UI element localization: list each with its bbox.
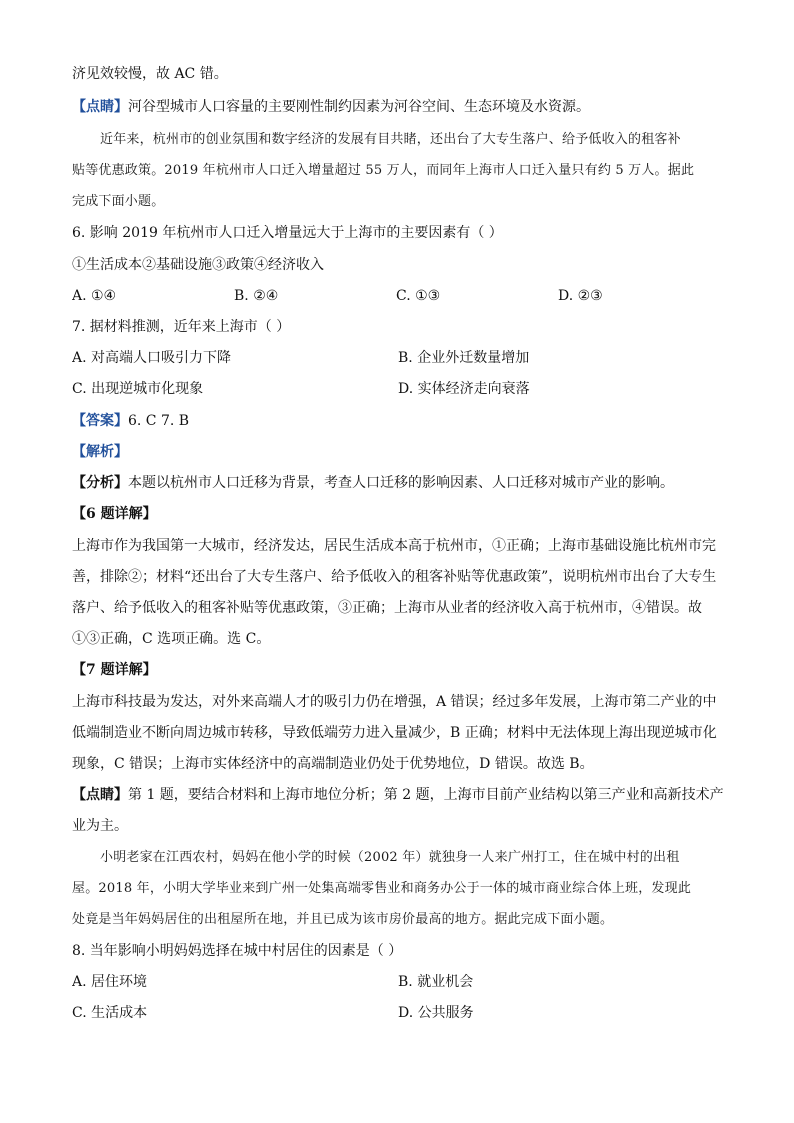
remark-2-line	[72, 785, 732, 805]
passage-1-line: 近年来，杭州市的创业氛围和数字经济的发展有目共睹，还出台了大专生落户、给予低收入的租客补	[100, 132, 681, 147]
question-8-options-row-1	[72, 972, 732, 992]
passage-1-line: 贴等优惠政策。2019 年杭州市人口迁入增量超过 55 万人，而同年上海市人口迁入量只有约 5 万人。据此	[72, 163, 695, 178]
detail-7-line: 低端制造业不断向周边城市转移，导致低端劳力进入量减少，B 正确；材料中无法体现上海出现逆城市化	[72, 725, 717, 741]
analysis-tag: 【解析】	[72, 444, 128, 460]
detail-6-line: 落户、给予低收入的租客补贴等优惠政策，③正确；上海市从业者的经济收入高于杭州市，④错误。故	[72, 600, 702, 616]
analysis-text: 本题以杭州市人口迁移为背景，考查人口迁移的影响因素、人口迁移对城市产业的影响。	[128, 475, 674, 491]
passage-2-line: 小明老家在江西农村，妈妈在他小学的时候（2002 年）就独身一人来广州打工，住在城中村的出租	[100, 850, 680, 865]
option-b: B. 就业机会	[398, 974, 474, 990]
option-b: B. ②④	[234, 288, 279, 304]
analysis-subtag: 【分析】	[72, 475, 128, 491]
previous-answer-tail: 济见效较慢，故 AC 错。	[72, 66, 228, 82]
option-b: B. 企业外迁数量增加	[398, 350, 530, 366]
remark-2-tag: 【点睛】	[72, 787, 128, 803]
detail-6-tag: 【6 题详解】	[72, 506, 157, 522]
detail-6-line: ①③正确，C 选项正确。选 C。	[72, 631, 271, 647]
question-8-options-row-2	[72, 1003, 732, 1023]
question-7-options-row-2	[72, 379, 732, 399]
question-7-options-row-1	[72, 348, 732, 368]
option-c: C. 生活成本	[72, 1005, 148, 1021]
option-a: A. ①④	[72, 288, 117, 304]
option-c: C. ①③	[396, 288, 441, 304]
option-d: D. ②③	[558, 288, 603, 304]
option-a: A. 对高端人口吸引力下降	[72, 350, 232, 366]
option-c: C. 出现逆城市化现象	[72, 381, 204, 397]
analysis-line	[72, 473, 732, 493]
detail-6-line: 上海市作为我国第一大城市，经济发达，居民生活成本高于杭州市，①正确；上海市基础设施比杭州市完	[72, 538, 716, 554]
option-d: D. 公共服务	[398, 1005, 474, 1021]
passage-1-line: 完成下面小题。	[72, 194, 165, 209]
remark-2-line: 业为主。	[72, 818, 128, 834]
answer-tag: 【答案】	[72, 413, 128, 429]
question-6-factors: ①生活成本②基础设施③政策④经济收入	[72, 257, 324, 273]
passage-2-line: 屋。2018 年，小明大学毕业来到广州一处集高端零售业和商务办公于一体的城市商业综合体上班，发现此	[72, 881, 692, 896]
detail-7-tag: 【7 题详解】	[72, 662, 157, 678]
question-7-stem: 7. 据材料推测，近年来上海市（ ）	[72, 319, 291, 335]
option-d: D. 实体经济走向衰落	[398, 381, 530, 397]
question-8-stem: 8. 当年影响小明妈妈选择在城中村居住的因素是（ ）	[72, 943, 403, 959]
remark-2-text: 第 1 题，要结合材料和上海市地位分析；第 2 题，上海市目前产业结构以第三产业和高新技术产	[128, 787, 724, 803]
option-a: A. 居住环境	[72, 974, 148, 990]
remark-tag: 【点睛】	[72, 99, 128, 115]
question-6-stem: 6. 影响 2019 年杭州市人口迁入增量远大于上海市的主要因素有（ ）	[72, 225, 503, 241]
passage-2-line: 处竟是当年妈妈居住的出租屋所在地，并且已成为该市房价最高的地方。据此完成下面小题。	[72, 912, 614, 927]
question-6-options	[72, 286, 732, 306]
previous-remark	[72, 97, 732, 117]
detail-7-line: 现象，C 错误；上海市实体经济中的高端制造业仍处于优势地位，D 错误。故选 B。	[72, 756, 594, 772]
remark-text: 河谷型城市人口容量的主要刚性制约因素为河谷空间、生态环境及水资源。	[128, 99, 590, 115]
detail-6-line: 善，排除②；材料“还出台了大专生落户、给予低收入的租客补贴等优惠政策”，说明杭州市出台了大专生	[72, 569, 717, 585]
detail-7-line: 上海市科技最为发达，对外来高端人才的吸引力仍在增强，A 错误；经过多年发展，上海市第二产业的中	[72, 694, 717, 710]
answer-line	[72, 411, 732, 431]
answer-text: 6. C 7. B	[128, 413, 190, 429]
